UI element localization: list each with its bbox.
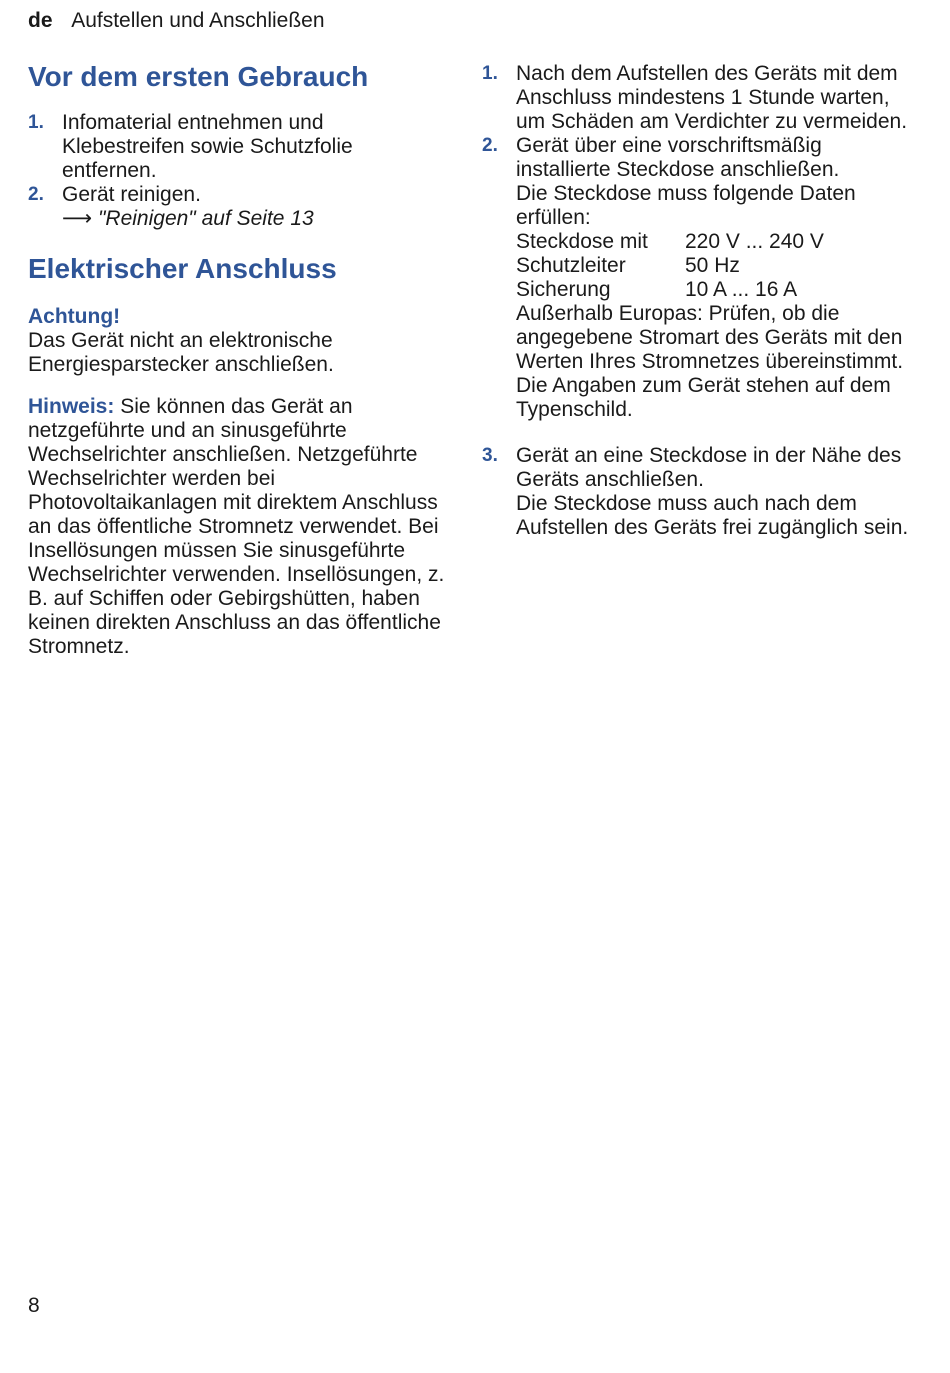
cross-reference-link[interactable]: "Reinigen" auf Seite 13 (97, 207, 314, 230)
list-item (482, 444, 912, 540)
socket-spec-table (516, 230, 912, 302)
spec-label: Sicherung (516, 278, 611, 301)
step-number: 3. (482, 445, 498, 466)
step-number: 2. (482, 135, 498, 156)
step-text: Infomaterial entnehmen und Klebestreifen sowie Schutzfolie entfernen. (62, 111, 353, 182)
first-use-steps (28, 111, 448, 231)
right-column (482, 62, 912, 540)
step-text: Gerät an eine Steckdose in der Nähe des Geräts anschließen. (516, 444, 902, 491)
warning-text: Das Gerät nicht an elektronische Energiesparstecker anschließen. (28, 329, 334, 376)
note-block (28, 395, 448, 659)
step-text: Gerät über eine vorschriftsmäßig installierte Steckdose anschließen. (516, 134, 840, 181)
step-text: Gerät reinigen. (62, 183, 201, 206)
section-title-electrical: Elektrischer Anschluss (28, 253, 337, 284)
step-subtext: Außerhalb Europas: Prüfen, ob die angegebene Stromart des Geräts mit den Werten Ihres Stromnetzes übereinstimmt. Die Angaben zum Gerät stehen auf dem Typenschild. (516, 302, 904, 421)
section-title-first-use: Vor dem ersten Gebrauch (28, 61, 369, 92)
spec-value: 220 V ... 240 V (685, 230, 824, 253)
step-text: Nach dem Aufstellen des Geräts mit dem Anschluss mindestens 1 Stunde warten, um Schäden am Verdichter zu vermeiden. (516, 62, 908, 133)
left-column (28, 60, 448, 659)
note-label: Hinweis: (28, 395, 115, 418)
language-code: de (28, 9, 53, 32)
spec-value: 10 A ... 16 A (685, 278, 798, 301)
warning-block (28, 305, 448, 377)
spec-label: Steckdose mit (516, 230, 648, 253)
connection-steps (482, 62, 912, 540)
page-number: 8 (28, 1294, 40, 1317)
note-text: Sie können das Gerät an netzgeführte und an sinusgeführte Wechselrichter anschließen. Netzgeführte Wechselrichter werden bei Photovoltaikanlagen mit direktem Anschluss an das öffentliche Stromnetz verwendet. Bei Insellösungen müssen Sie sinusgeführte Wechselrichter verwenden. Insellösungen, z. B. auf Schiffen oder Gebirgshütten, haben keinen direkten Anschluss an das öffentliche Stromnetz. (28, 395, 445, 658)
list-item (482, 134, 912, 422)
step-number: 1. (482, 63, 498, 84)
header-title: Aufstellen und Anschließen (71, 9, 325, 32)
step-subtext: Die Steckdose muss folgende Daten erfüllen: (516, 182, 856, 229)
list-item (28, 111, 448, 183)
step-number: 2. (28, 184, 44, 205)
list-item (482, 62, 912, 134)
step-subtext: Die Steckdose muss auch nach dem Aufstellen des Geräts frei zugänglich sein. (516, 492, 909, 539)
spec-label: Schutzleiter (516, 254, 626, 277)
warning-label: Achtung! (28, 305, 121, 328)
arrow-icon: ⟶ (62, 207, 93, 230)
page-header (28, 8, 325, 34)
list-item (28, 183, 448, 231)
step-number: 1. (28, 112, 44, 133)
spec-value: 50 Hz (685, 254, 740, 277)
